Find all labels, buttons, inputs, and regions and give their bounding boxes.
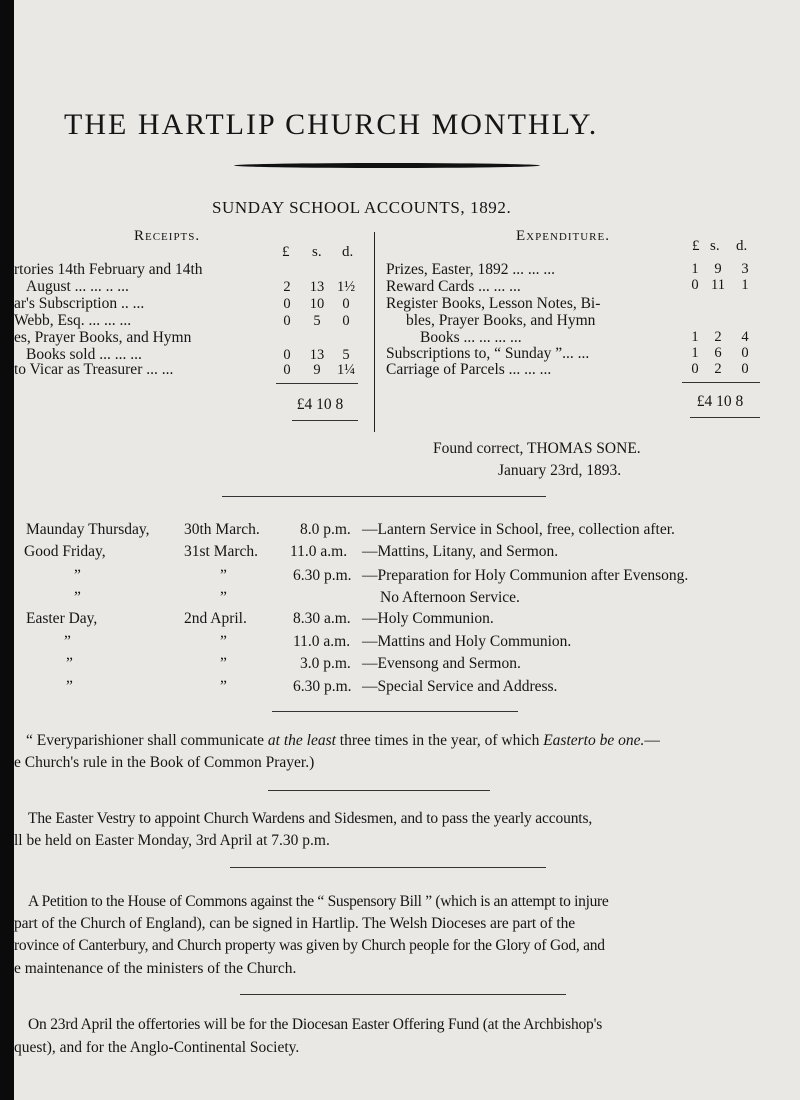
expenditure-pound-header: £ [692,238,700,254]
schedule-event: —Evensong and Sermon. [362,655,521,672]
expenditure-shilling-header: s. [710,238,720,254]
expenditure-amount-shillings: 9 [714,261,722,277]
expenditure-amount-pounds: 1 [691,261,699,277]
receipt-amount-pence: 1¼ [336,362,356,378]
vestry-line-2: ll be held on Easter Monday, 3rd April at 7.30 p.m. [14,832,330,849]
receipt-line: Books sold ... ... ... [26,346,142,363]
section-divider [240,994,566,995]
schedule-day-ditto: ” [74,567,81,584]
schedule-day: Maunday Thursday, [26,521,150,538]
section-divider [268,790,490,791]
schedule-day-ditto: ” [66,655,73,672]
expenditure-amount-pence: 1 [741,277,749,293]
prayer-book-quote [26,730,660,752]
schedule-day-ditto: ” [74,589,81,606]
expenditure-amount-shillings: 6 [714,345,722,361]
schedule-event: —Mattins, Litany, and Sermon. [362,543,559,560]
quote-text: — [644,732,660,749]
expenditure-amount-pence: 3 [741,261,749,277]
schedule-time: 6.30 p.m. [293,567,352,584]
schedule-day: Easter Day, [26,610,98,627]
schedule-event: —Mattins and Holy Communion. [362,633,572,650]
petition-line-3: rovince of Canterbury, and Church property was given by Church people for the Glory of God, and [14,937,605,954]
quote-line-2: e Church's rule in the Book of Common Prayer.) [14,754,315,771]
accounts-title: SUNDAY SCHOOL ACCOUNTS, 1892. [212,198,512,217]
expenditure-amount-shillings: 11 [711,277,725,293]
schedule-time: 8.0 p.m. [300,521,351,538]
offertory-line-1: On 23rd April the offertories will be for the Diocesan Easter Offering Fund (at the Archbishop's [28,1016,603,1033]
receipts-shilling-header: s. [312,244,322,260]
quote-italic: Easterto be one. [543,732,645,749]
expenditure-sum-rule [682,382,760,383]
schedule-date-ditto: ” [220,678,227,695]
expenditure-line: Register Books, Lesson Notes, Bi- [386,295,601,312]
schedule-day-ditto: ” [64,633,71,650]
expenditure-line: Carriage of Parcels ... ... ... [386,361,552,378]
expenditure-line: Books ... ... ... ... [420,329,522,346]
schedule-time: 8.30 a.m. [293,610,351,627]
quote-italic: at the least [267,732,336,749]
schedule-event: —Holy Communion. [362,610,494,627]
receipt-line: es, Prayer Books, and Hymn [14,329,192,346]
receipt-line: Webb, Esq. ... ... ... [14,312,132,329]
expenditure-line: bles, Prayer Books, and Hymn [406,312,596,329]
receipt-line: to Vicar as Treasurer ... ... [14,361,174,378]
receipts-heading: Receipts. [134,228,201,244]
expenditure-line: Subscriptions to, “ Sunday ”... ... [386,345,590,362]
receipts-pence-header: d. [342,244,354,260]
schedule-date: 2nd April. [184,610,247,627]
schedule-event: —Lantern Service in School, free, collection after. [362,521,675,538]
expenditure-amount-shillings: 2 [714,329,722,345]
offertory-line-2: quest), and for the Anglo-Continental Society. [14,1039,300,1056]
schedule-date-ditto: ” [220,567,227,584]
petition-line-2: part of the Church of England), can be signed in Hartlip. The Welsh Dioceses are part of the [14,915,576,932]
receipt-amount-pounds: 0 [283,347,291,363]
receipt-line: August ... ... .. ... [26,278,129,295]
receipt-amount-pence: 0 [342,313,350,329]
found-correct: Found correct, THOMAS SONE. [433,440,641,457]
page-title: THE HARTLIP CHURCH MONTHLY. [64,108,599,141]
petition-line-4: e maintenance of the ministers of the Church. [14,960,297,977]
schedule-date-ditto: ” [220,633,227,650]
expenditure-amount-shillings: 2 [714,361,722,377]
expenditure-total-rule [690,417,760,418]
schedule-event: —Preparation for Holy Communion after Evensong. [362,567,689,584]
section-divider [230,867,546,868]
receipt-line: ar's Subscription .. ... [14,295,145,312]
expenditure-heading: Expenditure. [516,228,610,244]
schedule-date-ditto: ” [220,589,227,606]
schedule-day-ditto: ” [66,678,73,695]
petition-line-1: A Petition to the House of Commons against the “ Suspensory Bill ” (which is an attempt to injure [28,893,609,910]
schedule-date-ditto: ” [220,655,227,672]
expenditure-pence-header: d. [736,238,748,254]
receipt-amount-pence: 5 [342,347,350,363]
section-divider [222,496,546,497]
quote-text: three times in the year, of which [335,732,544,749]
schedule-event: No Afternoon Service. [380,589,520,606]
receipt-amount-shillings: 13 [309,279,325,295]
schedule-time: 6.30 p.m. [293,678,352,695]
receipt-line: rtories 14th February and 14th [14,261,203,278]
receipts-sum-rule [276,383,358,384]
vestry-line-1: The Easter Vestry to appoint Church Wardens and Sidesmen, and to pass the yearly accounts, [28,810,593,827]
expenditure-amount-pounds: 0 [691,277,699,293]
receipts-total-rule [292,420,358,421]
expenditure-amount-pence: 4 [741,329,749,345]
receipt-amount-shillings: 9 [313,362,321,378]
title-ornament-rule [234,163,540,168]
schedule-time: 3.0 p.m. [300,655,351,672]
accounts-column-divider [374,232,375,432]
page [14,0,800,1100]
expenditure-amount-pounds: 0 [691,361,699,377]
receipt-amount-shillings: 13 [309,347,325,363]
expenditure-amount-pounds: 1 [691,329,699,345]
schedule-day: Good Friday, [24,543,106,560]
receipt-amount-pounds: 2 [283,279,291,295]
schedule-time: 11.0 a.m. [293,633,351,650]
audit-date: January 23rd, 1893. [498,462,622,479]
expenditure-amount-pounds: 1 [691,345,699,361]
expenditure-amount-pence: 0 [741,361,749,377]
page-binding-edge [0,0,14,1100]
schedule-time: 11.0 a.m. [290,543,348,560]
quote-text: “ Everyparishioner shall communicate [26,732,268,749]
expenditure-line: Prizes, Easter, 1892 ... ... ... [386,261,555,278]
expenditure-line: Reward Cards ... ... ... [386,278,521,295]
section-divider [272,711,518,712]
receipt-amount-shillings: 10 [309,296,325,312]
receipt-amount-shillings: 5 [313,313,321,329]
expenditure-total: £4 10 8 [696,393,744,410]
schedule-date: 30th March. [184,521,260,538]
expenditure-amount-pence: 0 [741,345,749,361]
receipts-pound-header: £ [282,244,290,260]
schedule-event: —Special Service and Address. [362,678,558,695]
schedule-date: 31st March. [184,543,259,560]
receipt-amount-pounds: 0 [283,313,291,329]
receipts-total: £4 10 8 [296,396,344,413]
receipt-amount-pounds: 0 [283,296,291,312]
receipt-amount-pounds: 0 [283,362,291,378]
receipt-amount-pence: 1½ [336,279,356,295]
receipt-amount-pence: 0 [342,296,350,312]
